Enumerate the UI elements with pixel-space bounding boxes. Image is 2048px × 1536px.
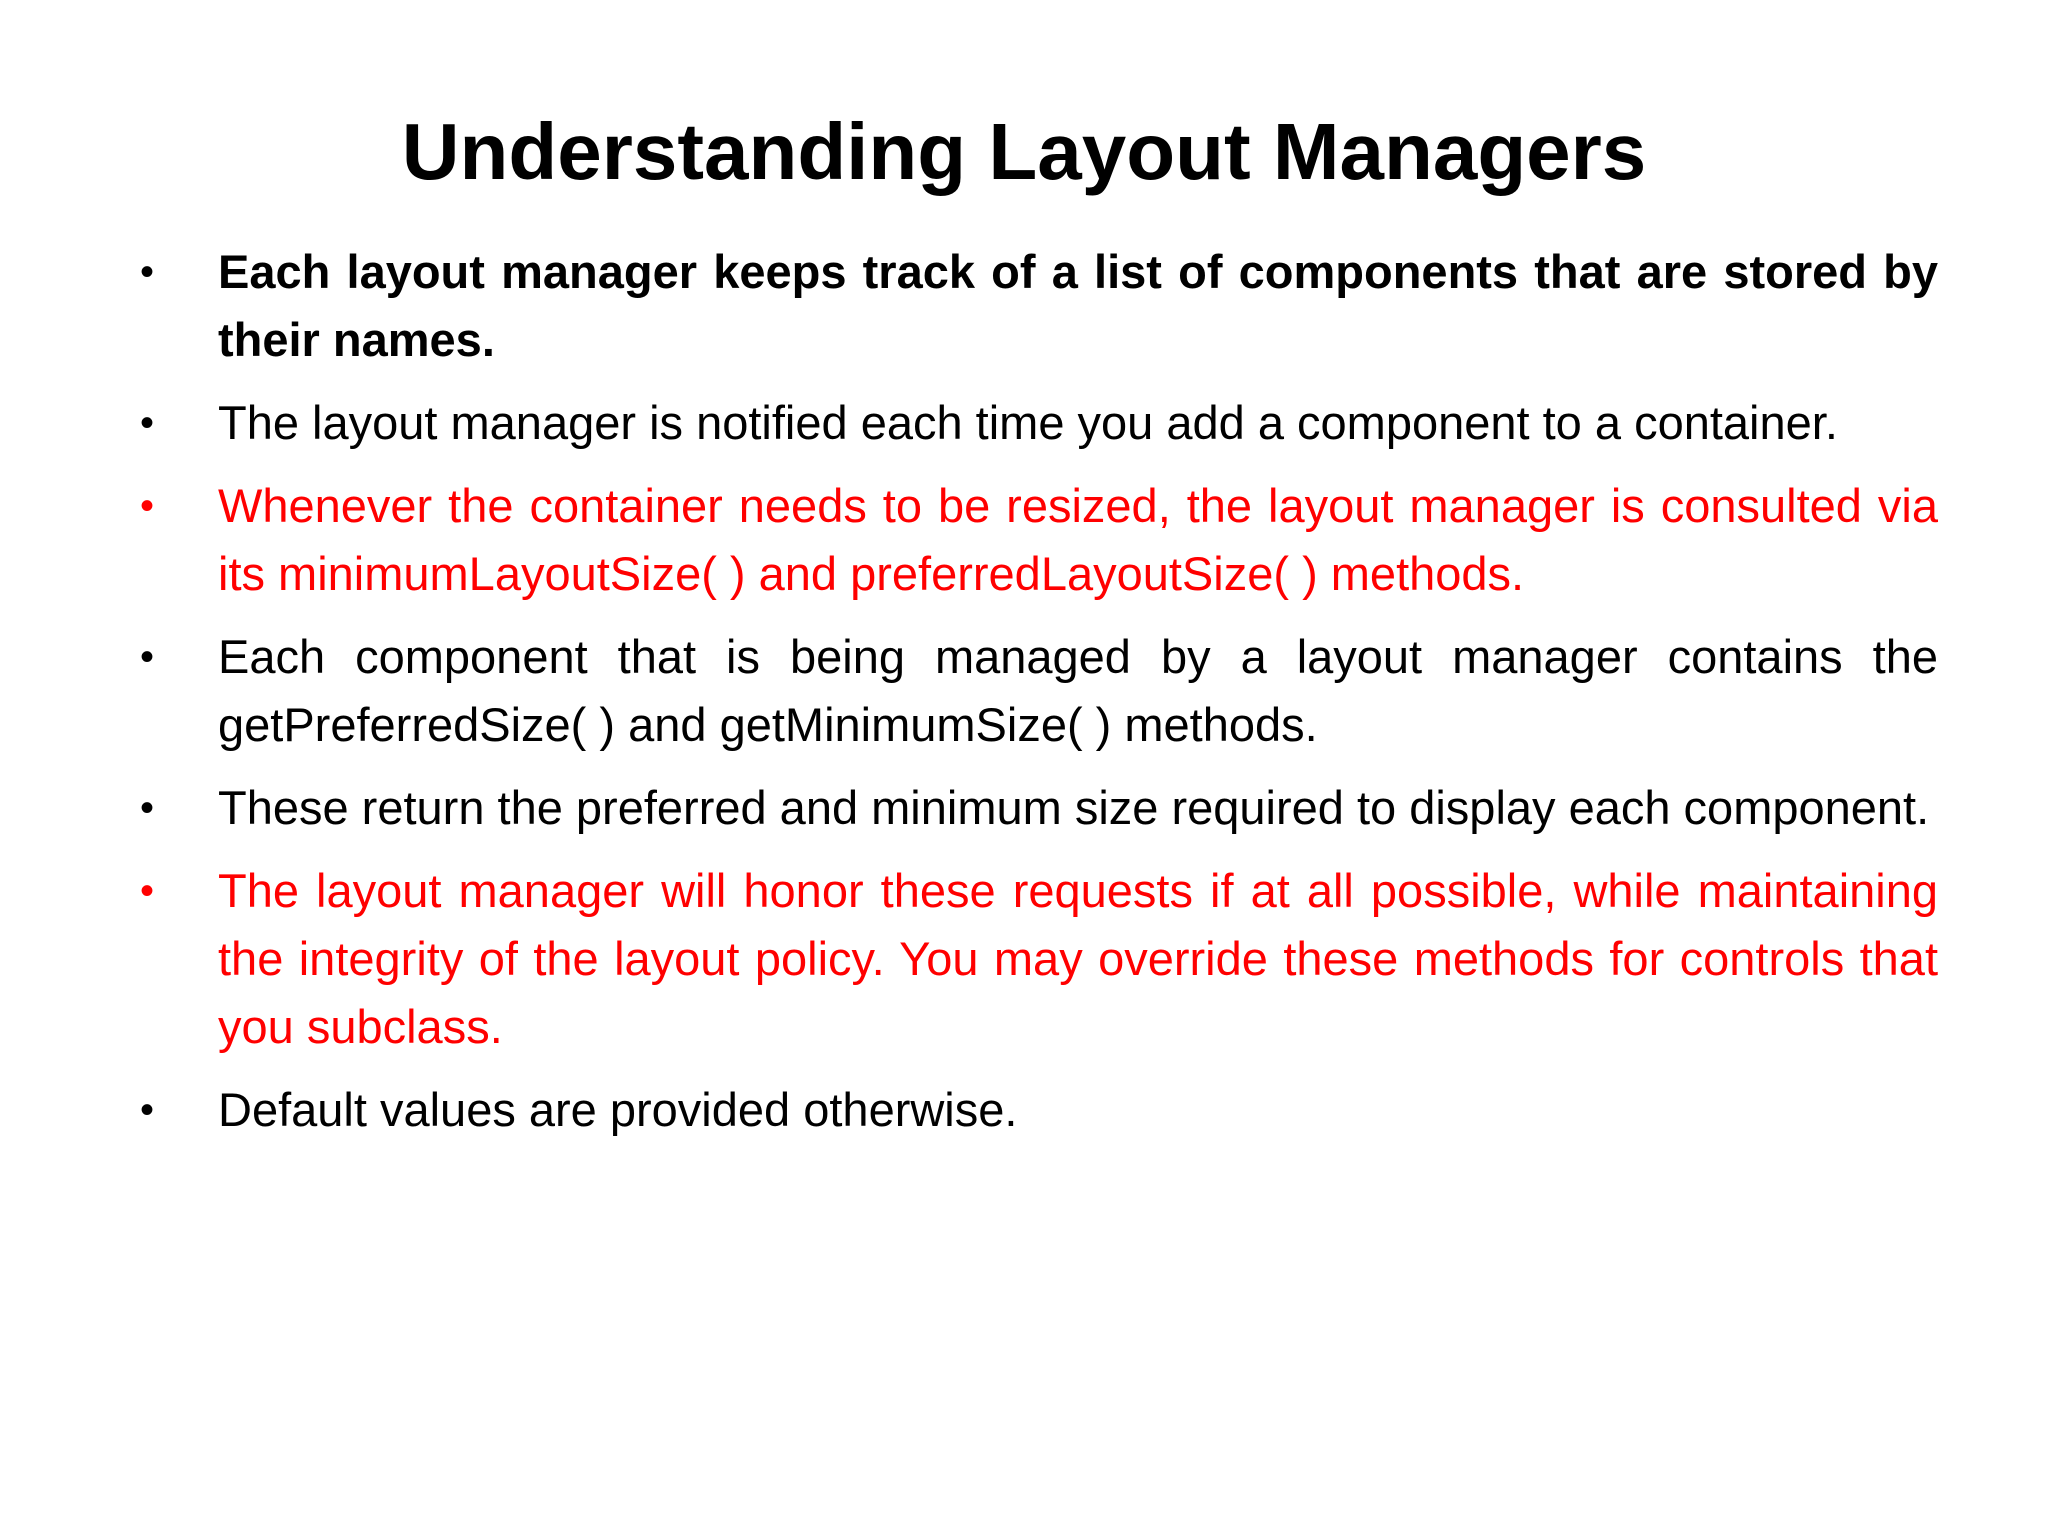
bullet-dot-icon: • bbox=[140, 635, 155, 679]
bullet-text: Whenever the container needs to be resized, the layout manager is consulted via its minimumLayoutSize( ) and preferredLayoutSize( ) methods. bbox=[218, 479, 1938, 600]
bullet-text: These return the preferred and minimum size required to display each component. bbox=[218, 781, 1930, 834]
bullet-dot-icon: • bbox=[140, 869, 155, 913]
bullet-dot-icon: • bbox=[140, 401, 155, 445]
bullet-dot-icon: • bbox=[140, 250, 155, 294]
bullet-dot-icon: • bbox=[140, 786, 155, 830]
bullet-dot-icon: • bbox=[140, 1088, 155, 1132]
bullet-text: The layout manager will honor these requests if at all possible, while maintaining the integrity of the layout policy. You may override these methods for controls that you subclass. bbox=[218, 864, 1938, 1053]
slide-title: Understanding Layout Managers bbox=[401, 107, 1647, 196]
bullet-text: Default values are provided otherwise. bbox=[218, 1083, 1018, 1136]
bullet-item bbox=[140, 623, 1938, 759]
bullet-item bbox=[140, 472, 1938, 608]
bullet-text: The layout manager is notified each time you add a component to a container. bbox=[218, 396, 1838, 449]
bullet-text: Each layout manager keeps track of a list of components that are stored by their names. bbox=[218, 245, 1938, 366]
bullet-item bbox=[140, 389, 1938, 457]
bullet-list bbox=[140, 238, 1938, 1159]
bullet-item bbox=[140, 857, 1938, 1061]
bullet-item bbox=[140, 1076, 1938, 1144]
bullet-item bbox=[140, 238, 1938, 374]
bullet-item bbox=[140, 774, 1938, 842]
bullet-dot-icon: • bbox=[140, 484, 155, 528]
bullet-text: Each component that is being managed by a layout manager contains the getPreferredSize( ) and getMinimumSize( ) methods. bbox=[218, 630, 1938, 751]
